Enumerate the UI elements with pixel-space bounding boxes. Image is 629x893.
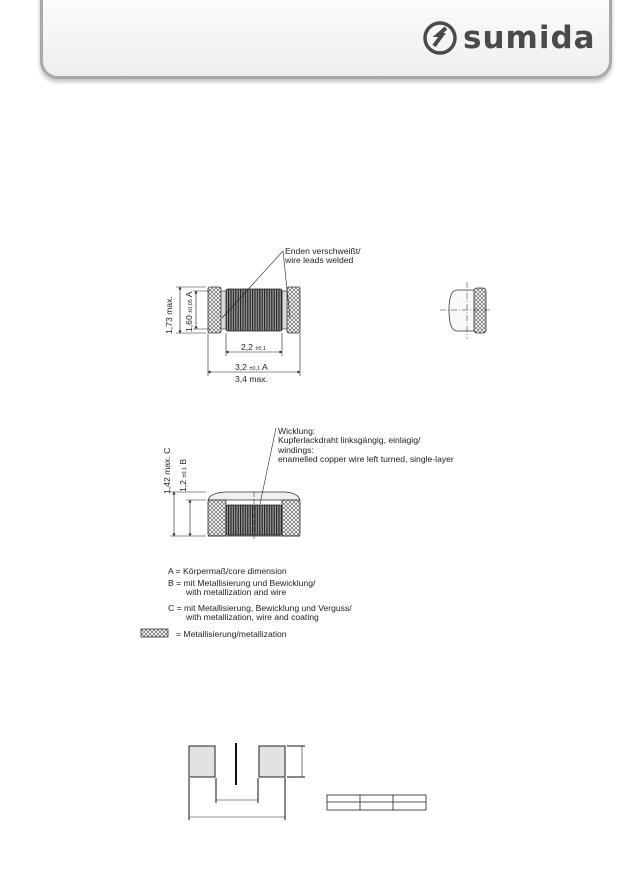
dim-max-length-label: 3,4 max. — [235, 374, 268, 384]
left-metallization — [208, 287, 221, 333]
dim-core-length-label: 3,2 ±0,1 A — [235, 362, 268, 372]
legend-metallization: = Metallisierung/metallization — [176, 629, 287, 639]
callout-winding-en-title: windings: — [278, 445, 314, 455]
callout-winding-en: enamelled copper wire left turned, single-layer — [278, 454, 454, 464]
legend-b-de: B = mit Metallisierung und Bewicklung/ — [168, 578, 316, 588]
winding — [226, 289, 282, 331]
right-pad — [259, 746, 285, 777]
dim-total-height-label: 1,73 max. — [164, 296, 174, 334]
callout-winding-de-title: Wicklung: — [278, 426, 316, 436]
end-view — [440, 282, 492, 339]
brand-name: sumida — [463, 20, 596, 56]
metallization-swatch — [141, 629, 168, 637]
legend-c-en: with metallization, wire and coating — [186, 612, 319, 622]
callout-welded-en: wire leads welded — [285, 255, 354, 265]
dim-side-total-height-label: 1,42 max. C — [162, 447, 172, 494]
dim-winding-width-label: 2,2 ±0,1 — [241, 342, 267, 352]
legend-a: A = Körpermaß/core dimension — [168, 566, 287, 576]
dim-body-height-label: 1,2 ±0,1 B — [178, 458, 188, 492]
legend-b-en: with metallization and wire — [186, 587, 287, 597]
land-pattern — [189, 743, 305, 820]
top-view — [176, 251, 300, 376]
legend-c-de: C = mit Metallisierung, Bewicklung und Verguss/ — [168, 603, 352, 613]
dimension-table — [327, 795, 426, 810]
callout-welded-de: Enden verschweißt/ — [285, 246, 361, 256]
left-pad — [189, 746, 215, 777]
callout-winding-de: Kupferlackdraht linksgängig, einlagig/ — [278, 435, 421, 445]
dim-core-height-label: 1,60 ±0,05 A — [184, 291, 194, 332]
